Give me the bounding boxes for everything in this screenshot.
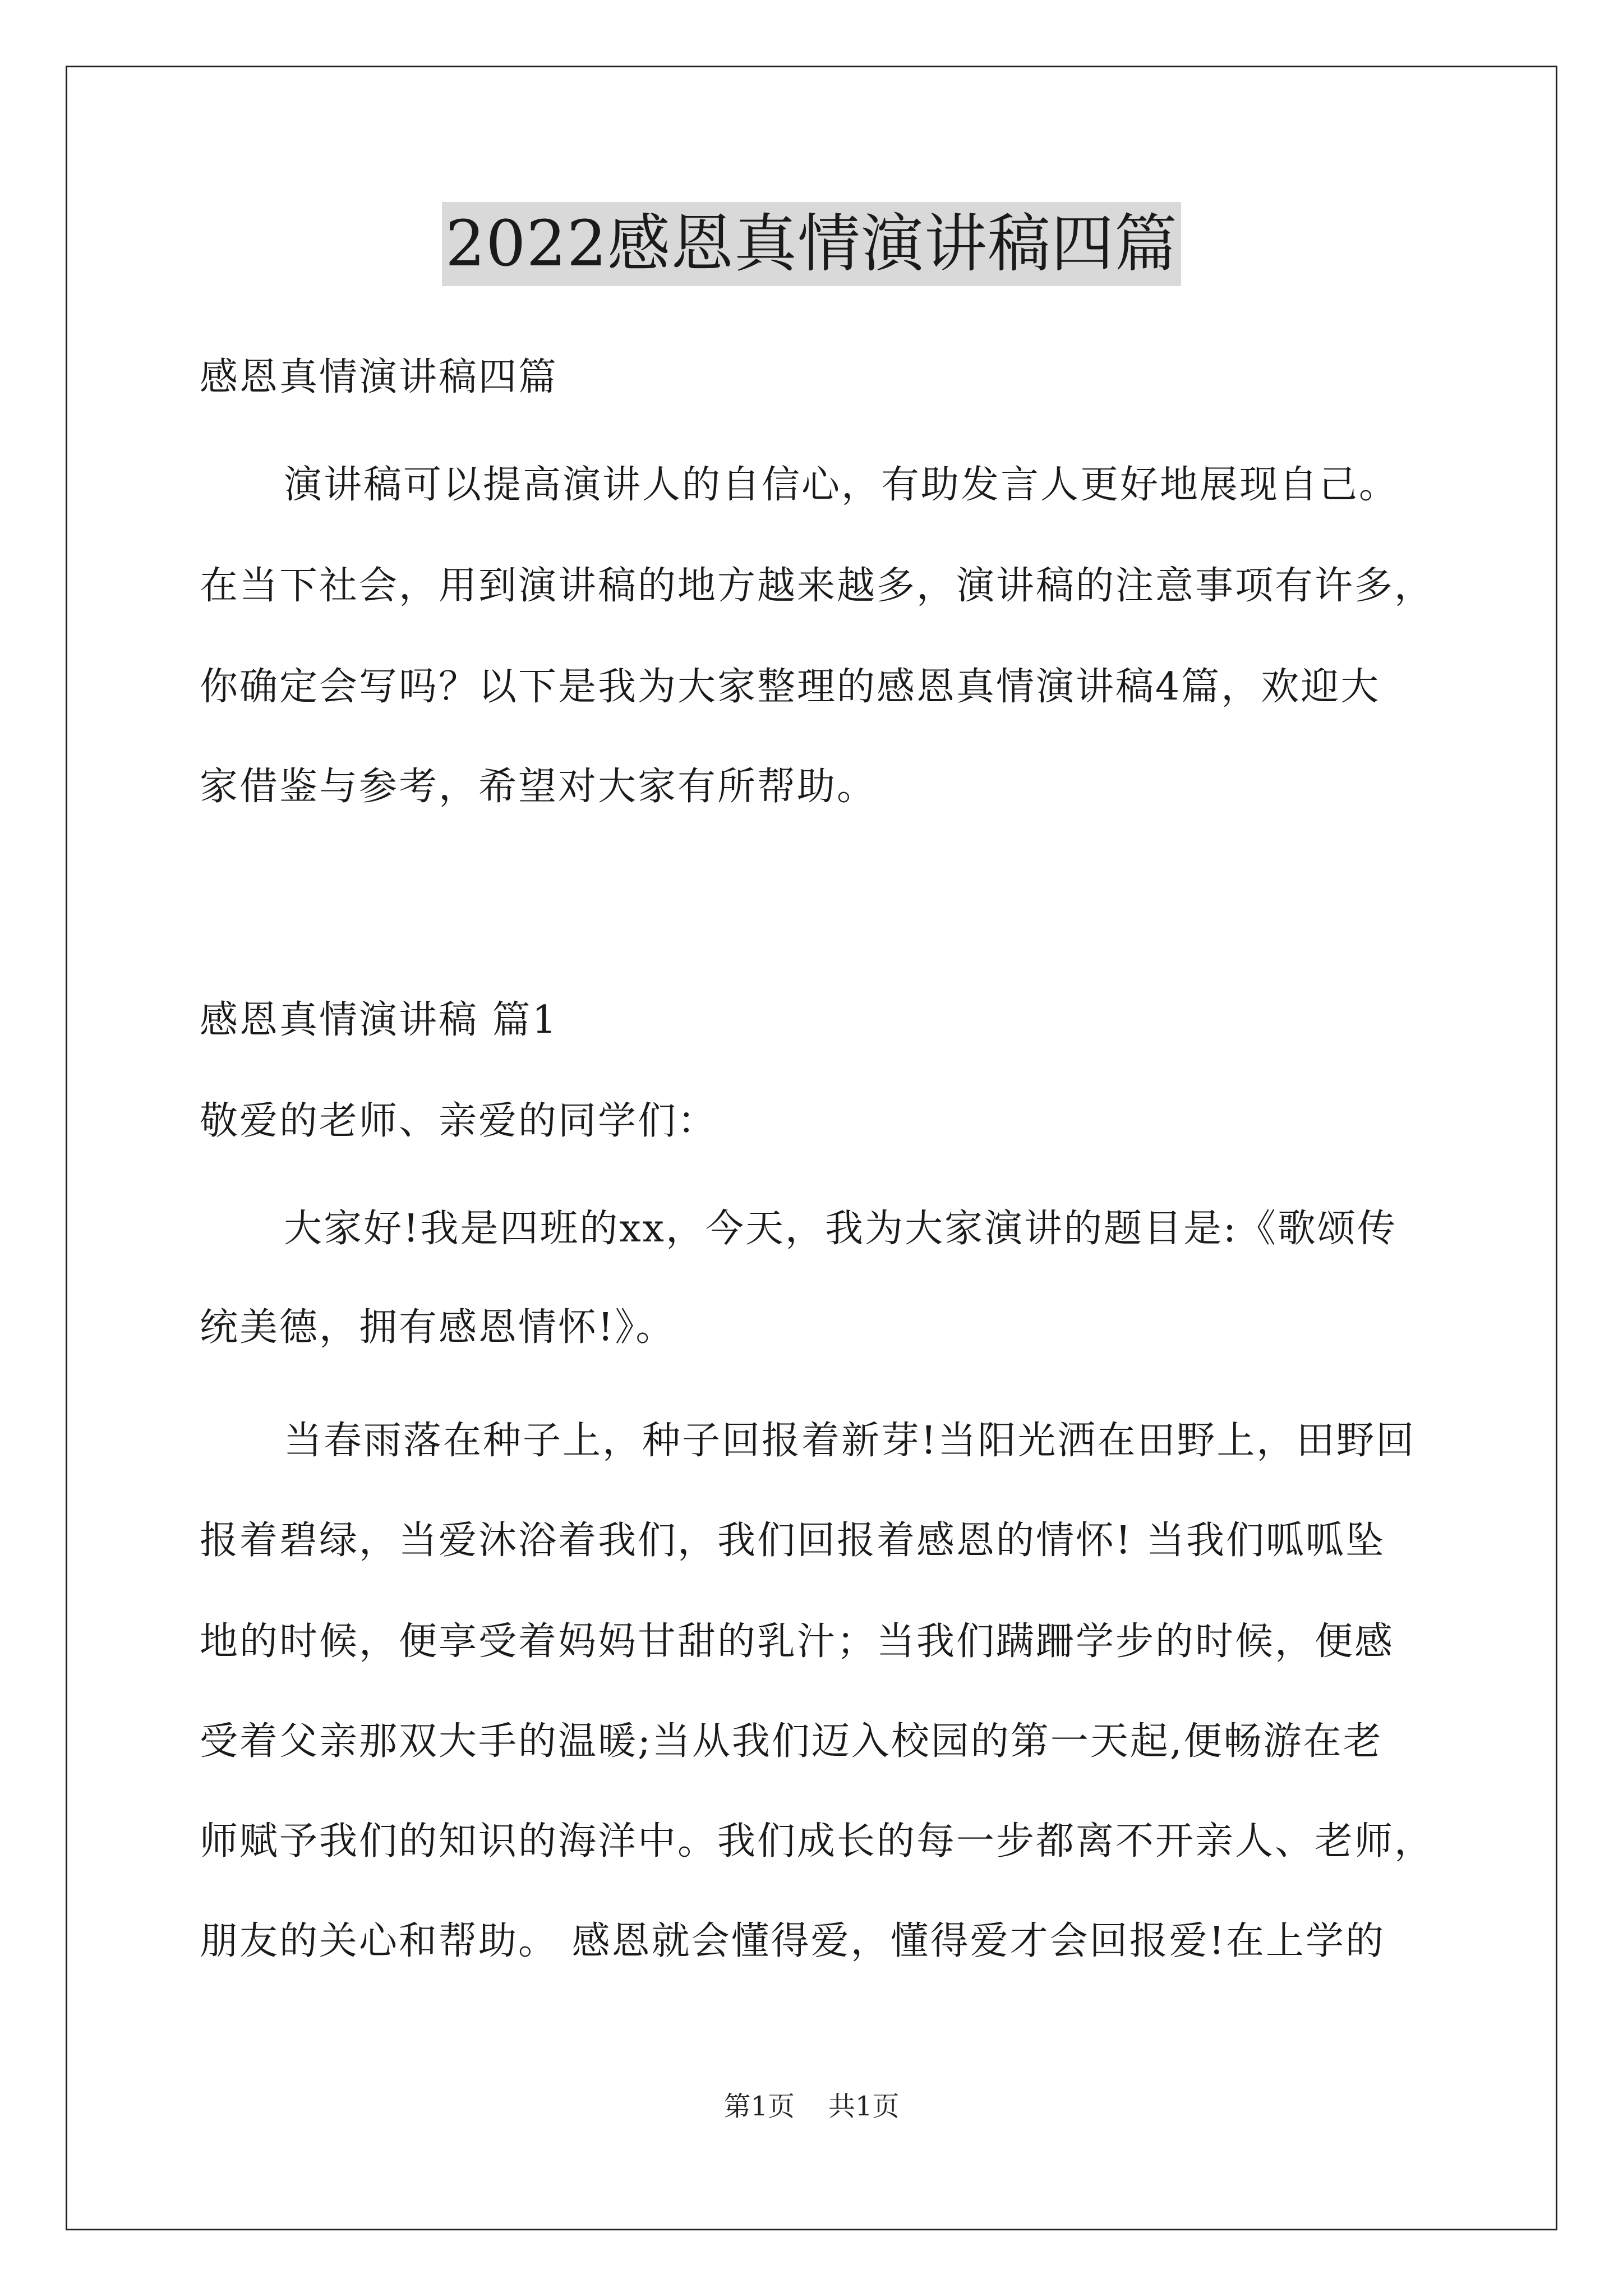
page-number-current: 第1页 — [723, 2091, 795, 2122]
paragraph-line: 大家好!我是四班的xx，今天，我为大家演讲的题目是:《歌颂传 — [284, 1207, 1397, 1251]
page-number-total: 共1页 — [828, 2091, 900, 2122]
document-title: 2022感恩真情演讲稿四篇 — [442, 202, 1181, 286]
paragraph-line: 受着父亲那双大手的温暖;当从我们迈入校园的第一天起,便畅游在老 — [200, 1719, 1383, 1764]
section-heading: 感恩真情演讲稿 篇1 — [200, 998, 558, 1042]
paragraph-line: 朋友的关心和帮助。 感恩就会懂得爱，懂得爱才会回报爱!在上学的 — [200, 1919, 1385, 1963]
intro-line: 你确定会写吗？以下是我为大家整理的感恩真情演讲稿4篇，欢迎大 — [200, 665, 1381, 709]
paragraph-line: 当春雨落在种子上，种子回报着新芽!当阳光洒在田野上，田野回 — [284, 1419, 1416, 1463]
subtitle: 感恩真情演讲稿四篇 — [200, 355, 559, 399]
paragraph-line: 地的时候，便享受着妈妈甘甜的乳汁；当我们蹒跚学步的时候，便感 — [200, 1619, 1395, 1664]
page-footer — [0, 2090, 1623, 2123]
title-container — [0, 202, 1623, 286]
paragraph-line: 统美德，拥有感恩情怀!》。 — [200, 1305, 676, 1350]
intro-line: 家借鉴与参考，希望对大家有所帮助。 — [200, 765, 877, 809]
intro-line: 演讲稿可以提高演讲人的自信心，有助发言人更好地展现自己。 — [284, 463, 1399, 507]
intro-line: 在当下社会，用到演讲稿的地方越来越多，演讲稿的注意事项有许多， — [200, 564, 1435, 608]
paragraph-line: 师赋予我们的知识的海洋中。我们成长的每一步都离不开亲人、老师， — [200, 1819, 1435, 1864]
paragraph-line: 报着碧绿，当爱沐浴着我们，我们回报着感恩的情怀! 当我们呱呱坠 — [200, 1519, 1385, 1563]
salutation: 敬爱的老师、亲爱的同学们： — [200, 1099, 718, 1143]
